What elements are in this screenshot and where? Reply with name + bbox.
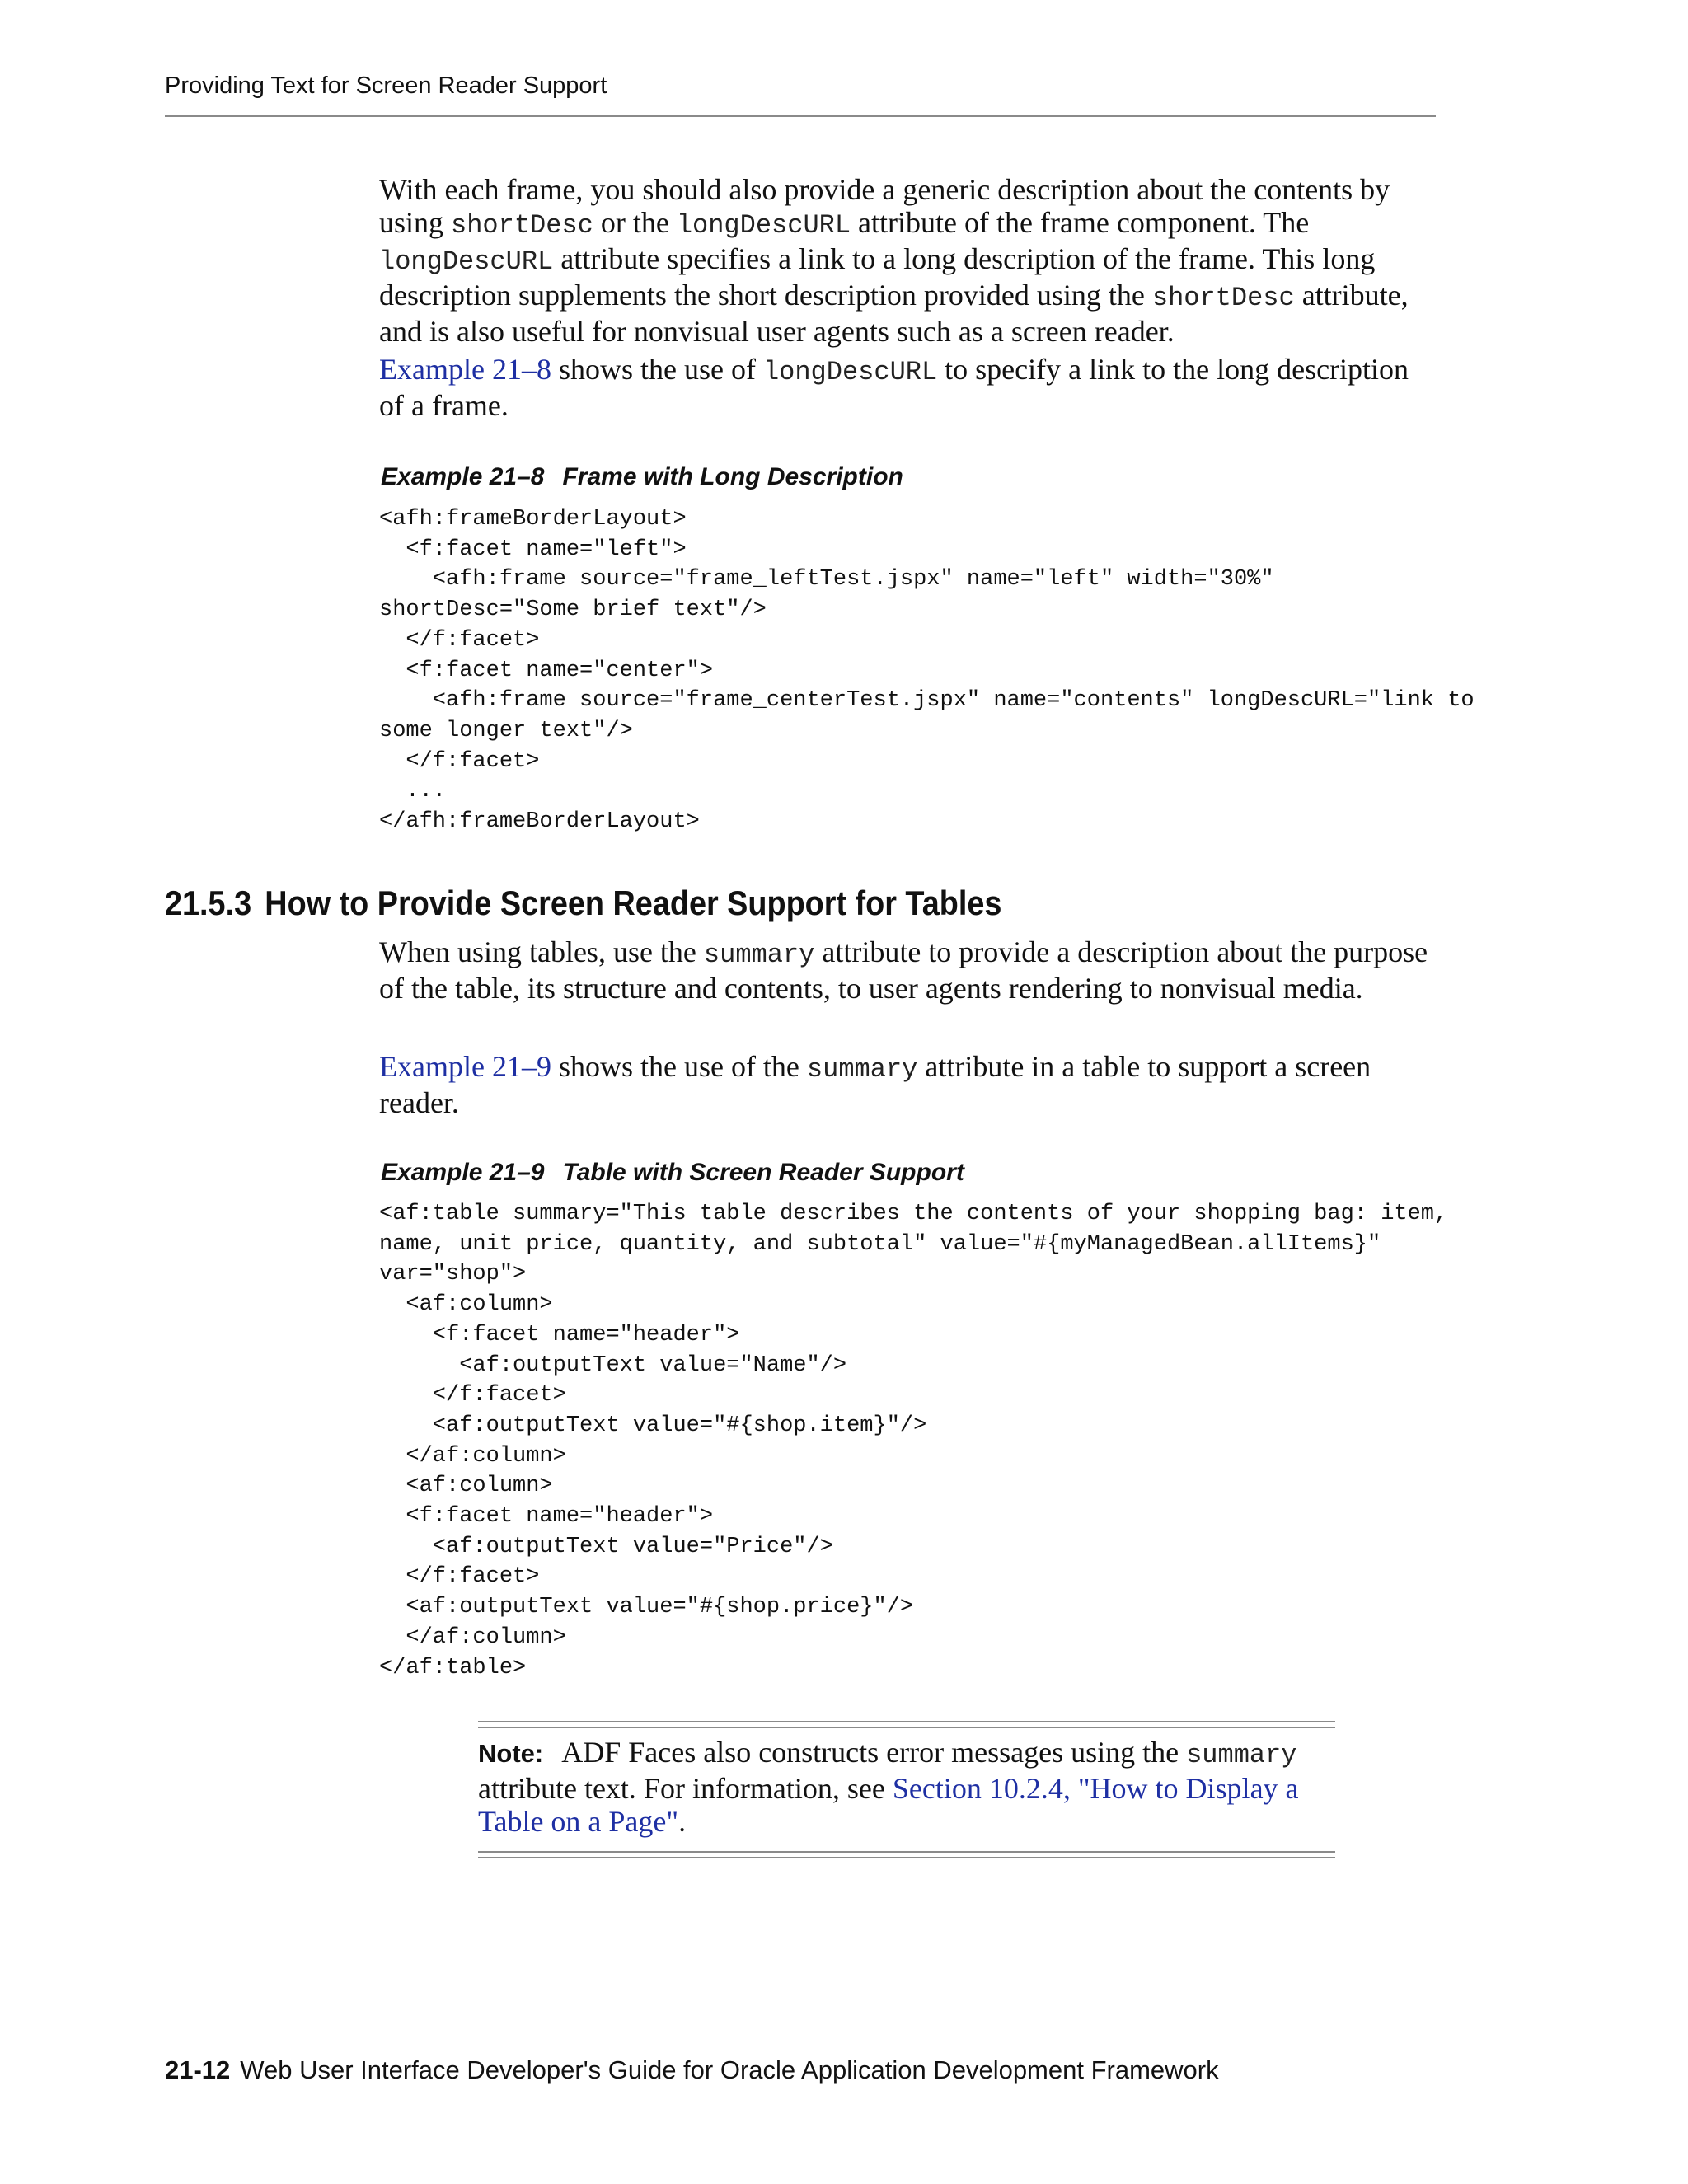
code-example-frame: <afh:frameBorderLayout> <f:facet name="left"> <afh:frame source="frame_leftTest.jspx" name="left" width="30%" shortDesc="Some brief text"/> </f:facet> <f:facet name="center"> <afh:frame source="frame_centerTest.jspx" name="contents" longDescURL="link to some longer text"/> </f:facet> ... </afh:frameBorderLayout> [379,507,1475,835]
code-term: summary [1186,1740,1297,1770]
code-term: shortDesc [1151,283,1295,313]
text: attribute text. For information, see [478,1772,893,1805]
example-caption [381,1159,964,1187]
code-example-table: <af:table summary="This table describes the contents of your shopping bag: item, name, unit price, quantity, and subtotal" value="#{myManagedBean.allItems}" var="shop"> <af:column> <f:facet name="header"> <af:outputText value="Name"/> </f:facet> <af:outputText value="#{shop.item}"/> </af:column> <af:column> <f:facet name="header"> <af:outputText value="Price"/> </f:facet> <af:outputText value="#{shop.price}"/> </af:column> </af:table> [379,1202,1448,1680]
text: attribute to provide a description about the purpose of the table, its structure and contents, to user agents rendering to nonvisual media. [379,935,1428,1005]
code-term: longDescURL [762,357,938,387]
book-title: Web User Interface Developer's Guide for Oracle Application Development Framework [240,2055,1219,2084]
code-term: summary [806,1054,918,1085]
note-box [478,1721,1335,1858]
example-number: Example 21–8 [381,463,545,490]
example-title: Frame with Long Description [562,463,903,490]
text: With each frame, you should also provide a generic description about the contents by using [379,173,1390,239]
page-footer [165,2055,1219,2085]
example-title: Table with Screen Reader Support [562,1159,964,1186]
example-caption [381,463,903,491]
note-top-rule [478,1721,1335,1728]
note-text [478,1736,1335,1838]
code-term: longDescURL [379,246,554,277]
note-bottom-rule [478,1851,1335,1858]
code-term: summary [703,940,815,970]
example-reference-paragraph [379,1050,1434,1119]
text: . [678,1805,687,1838]
text: shows the use of the [551,1050,807,1083]
text: attribute specifies a link to a long description of the frame. This long description supplements the short description provided using the [379,242,1376,312]
section-10-2-4-link[interactable]: Section 10.2.4, "How to Display a Table on a Page" [478,1772,1299,1838]
text: ADF Faces also constructs error messages using the [561,1736,1187,1769]
code-term: shortDesc [451,210,593,241]
example-number: Example 21–9 [381,1159,545,1186]
text: or the [593,206,677,239]
section-title: How to Provide Screen Reader Support for Tables [265,883,1002,922]
tables-intro-paragraph [379,935,1434,1005]
text: shows the use of [551,353,763,386]
code-term: longDescURL [676,210,851,241]
section-heading [165,883,1001,923]
text: attribute of the frame component. The [851,206,1310,239]
note-label: Note: [478,1739,544,1768]
section-number: 21.5.3 [165,883,252,922]
running-header: Providing Text for Screen Reader Support [165,73,607,99]
header-rule [165,115,1436,117]
text: attribute in a table to support a screen reader. [379,1050,1372,1119]
frame-description-paragraph [379,173,1434,348]
text: When using tables, use the [379,935,704,968]
example-reference-paragraph [379,353,1434,422]
example-21-9-link[interactable]: Example 21–9 [379,1050,551,1083]
page-number: 21-12 [165,2055,231,2084]
example-21-8-link[interactable]: Example 21–8 [379,353,551,386]
text: attribute, and is also useful for nonvisual user agents such as a screen reader. [379,279,1409,348]
text: to specify a link to the long description of a frame. [379,353,1409,422]
